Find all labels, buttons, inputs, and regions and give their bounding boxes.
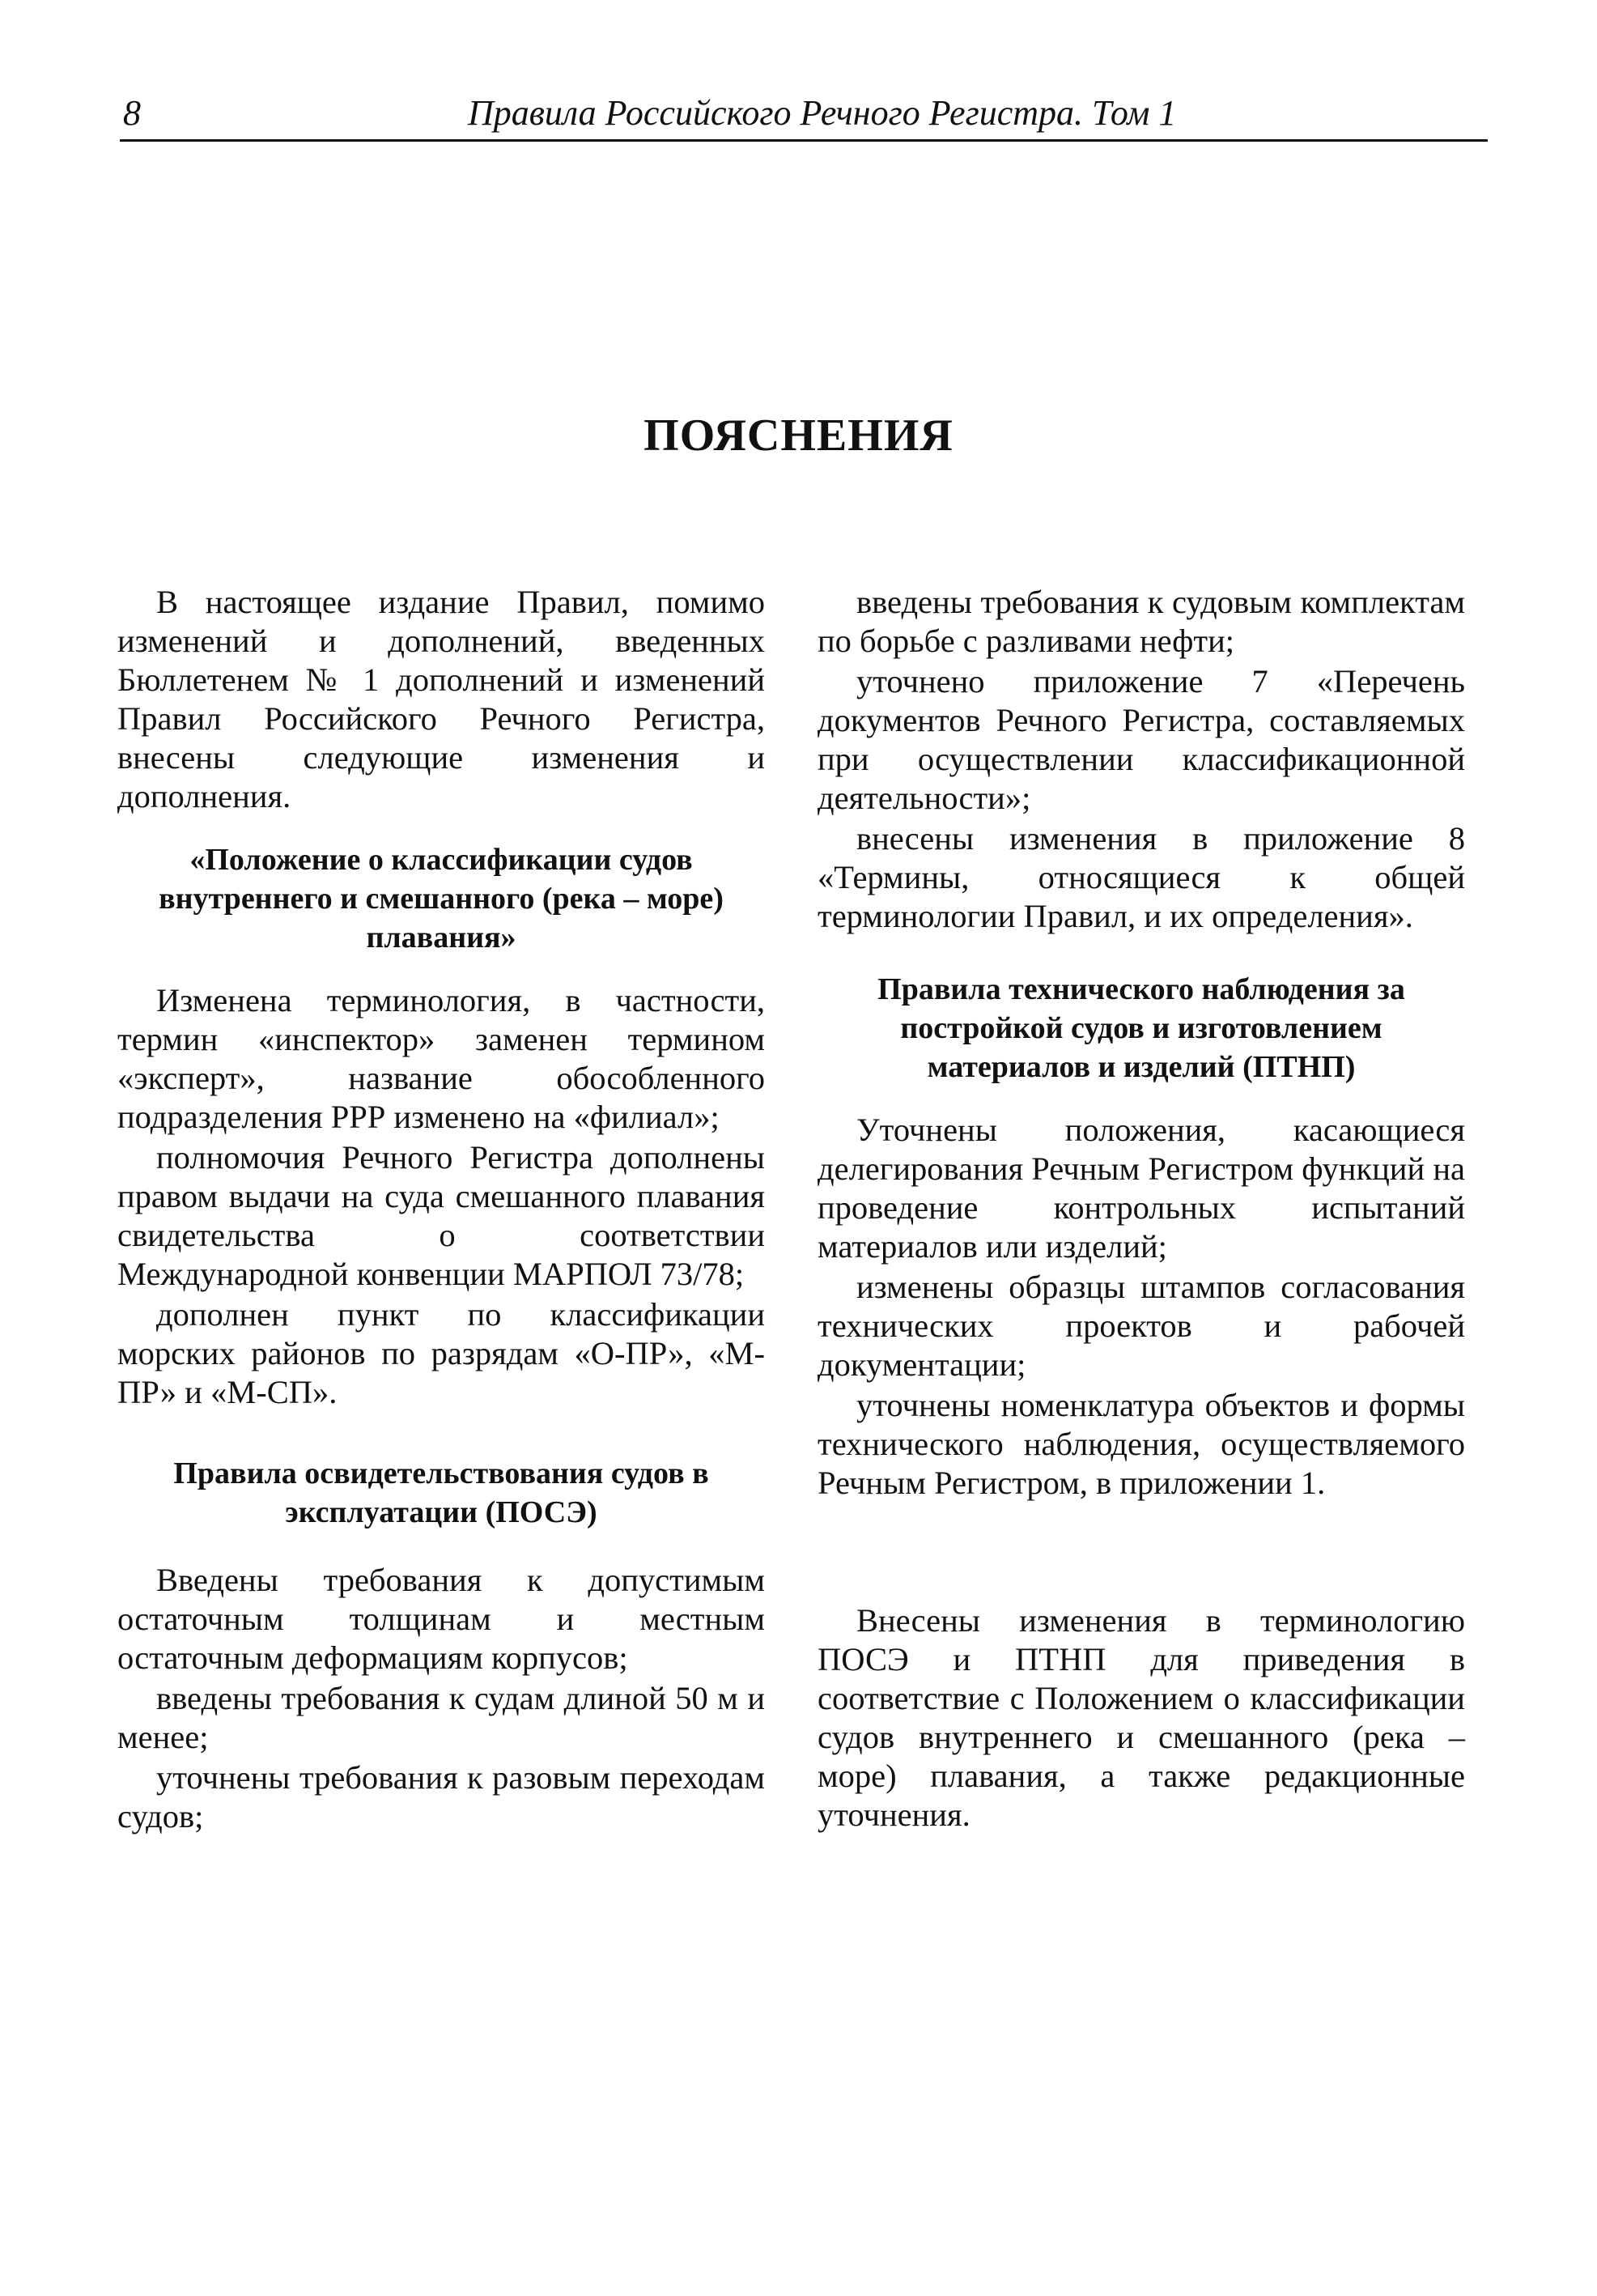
paragraph: уточнены номенклатура объектов и формы технического наблюдения, осуществляемого Речным Регистром, в приложении 1. (818, 1387, 1465, 1501)
paragraph: Уточнены положения, касающиеся делегирования Речным Регистром функций на проведение контрольных испытаний материалов или изделий; (818, 1112, 1465, 1265)
paragraph: Введены требования к допустимым остаточным толщинам и местным остаточным деформациям корпусов; (117, 1562, 765, 1676)
closing-paragraph: Внесены изменения в терминологию ПОСЭ и ПТНП для приведения в соответствие с Положением о классификации судов внутреннего и смешанного (река – море) плавания, а также редакционные уточнения. (818, 1602, 1465, 1833)
paragraph: Изменена терминология, в частности, термин «инспектор» заменен термином «эксперт», название обособленного подразделения РРР изменено на «филиал»; (117, 982, 765, 1135)
paragraph: изменены образцы штампов согласования технических проектов и рабочей документации; (818, 1269, 1465, 1383)
page-title: ПОЯСНЕНИЯ (643, 410, 954, 461)
section-heading-ptnp: Правила технического наблюдения за постройкой судов и изготовлением материалов и изделий (ПТНП) (877, 972, 1405, 1084)
paragraph: введены требования к судовым комплектам по борьбе с разливами нефти; (818, 584, 1465, 659)
paragraph: уточнено приложение 7 «Перечень документов Речного Регистра, составляемых при осуществлении классификационной деятельности»; (818, 663, 1465, 816)
paragraph: введены требования к судам длиной 50 м и менее; (117, 1680, 765, 1755)
right-column (818, 583, 1465, 1836)
section-heading-classification: «Положение о классификации судов внутреннего и смешанного (река – море) плавания» (159, 843, 724, 955)
left-column (117, 583, 765, 1838)
paragraph: внесены изменения в приложение 8 «Термины, относящиеся к общей терминологии Правил, и их определения». (818, 820, 1465, 934)
running-title: Правила Российского Речного Регистра. Том 1 (468, 93, 1177, 133)
running-header (120, 91, 1488, 142)
paragraph: уточнены требования к разовым переходам судов; (117, 1759, 765, 1835)
paragraph: дополнен пункт по классификации морских районов по разрядам «О-ПР», «М-ПР» и «М-СП». (117, 1296, 765, 1410)
intro-paragraph: В настоящее издание Правил, помимо изменений и дополнений, введенных Бюллетенем № 1 дополнений и изменений Правил Российского Речного Регистра, внесены следующие изменения и дополнения. (117, 584, 765, 814)
section-heading-posе: Правила освидетельствования судов в эксплуатации (ПОСЭ) (173, 1456, 709, 1529)
page-number: 8 (123, 93, 141, 133)
paragraph: полномочия Речного Регистра дополнены правом выдачи на суда смешанного плавания свидетельства о соответствии Международной конвенции МАРПОЛ 73/78; (117, 1139, 765, 1292)
